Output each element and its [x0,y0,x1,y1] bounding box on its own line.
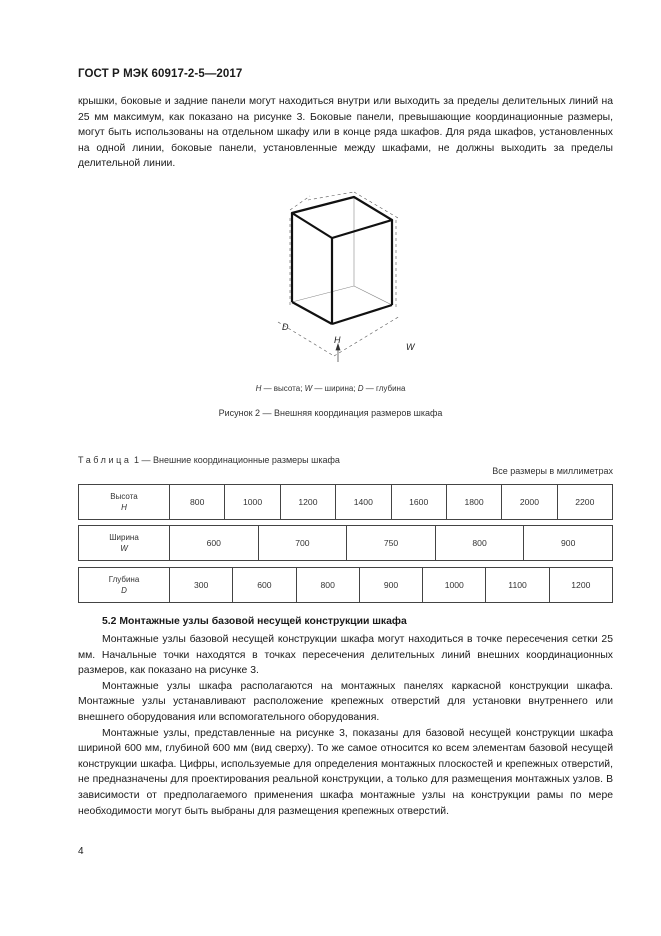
intro-paragraph: крышки, боковые и задние панели могут находиться внутри или выходить за пределы делительных линий на 25 мм максимум, как показано на рисунке 3. Боковые панели, превышающие координационные размеры, могут быть использованы на отдельном шкафу или в конце ряда шкафов. Для ряда шкафов, установленных на одной линии, боковые панели, установленные между шкафами, не должны выходить за пределы делительной линии. [78,96,613,170]
document-header: ГОСТ Р МЭК 60917-2-5—2017 [78,68,243,80]
table-row [79,485,613,520]
table-title-prefix: Таблица [78,455,132,465]
table-cell: 600 [170,526,259,561]
body-paragraph: Монтажные узлы шкафа располагаются на монтажных панелях каркасной конструкции шкафа. Монтажные узлы устанавливают расположение крепежных отверстий для установки внутреннего или внешнего оборудования или вспомогательного оборудования. [78,680,613,723]
legend-d-text: — глубина [363,384,406,393]
label-depth: D [282,322,289,332]
table-cell: 1200 [280,485,335,520]
table-cell: 900 [359,568,422,603]
table-cell: 2200 [557,485,612,520]
table-cell: 750 [347,526,436,561]
table-cell: 300 [170,568,233,603]
table-row [79,526,613,561]
section-heading: 5.2 Монтажные узлы базовой несущей конструкции шкафа [102,616,407,627]
cabinet-figure [268,190,428,385]
table-cell: 1200 [549,568,612,603]
table-cell: 1100 [486,568,549,603]
table-title-rest: 1 — Внешние координационные размеры шкафа [131,455,340,465]
table-row [79,568,613,603]
depth-table [78,567,613,603]
table-cell: 1600 [391,485,446,520]
legend-d: D [357,384,364,393]
figure-legend [0,384,661,393]
table-cell: 1400 [336,485,391,520]
label-width: W [406,342,415,352]
table-cell: 800 [170,485,225,520]
row-label: Ширина W [79,526,170,561]
table-cell: 1000 [423,568,486,603]
width-table [78,525,613,561]
row-label: Высота H [79,485,170,520]
body-paragraph: Монтажные узлы, представленные на рисунке 3, показаны для базовой несущей конструкции шкафа шириной 600 мм, глубиной 600 мм (вид сверху). То же самое относится ко всем элементам базовой несущей конструкции шкафа. Цифры, используемые для определения монтажных плоскостей и крепежных отверстий, не предназначены для проектирования реальной конструкции, а только для размещения монтажных узлов. В зависимости от предполагаемого применения шкафа монтажные узлы на конструкции рамы по мере необходимости могут быть выбраны для размещения крепежных отверстий. [78,727,613,817]
label-height: H [334,335,341,345]
legend-h: H [255,384,262,393]
table-cell: 2000 [502,485,557,520]
table-cell: 1800 [446,485,501,520]
table-cell: 800 [435,526,524,561]
legend-w-text: — ширина; [312,384,358,393]
table-title [78,455,340,465]
row-label: Глубина D [79,568,170,603]
body-paragraph: Монтажные узлы базовой несущей конструкции шкафа могут находиться в точке пересечения сетки 25 мм. Начальные точки находятся в точках пересечения делительных линий внешних координационных размеров, как показано на рисунке 3. [78,634,613,677]
section-body [78,632,613,819]
table-cell: 900 [524,526,613,561]
figure-caption: Рисунок 2 — Внешняя координация размеров шкафа [218,408,443,418]
table-units: Все размеры в миллиметрах [492,466,613,476]
table-cell: 800 [296,568,359,603]
legend-h-text: — высота; [261,384,305,393]
table-cell: 600 [233,568,296,603]
cabinet-diagram [268,190,428,380]
table-cell: 1000 [225,485,280,520]
table-cell: 700 [258,526,347,561]
height-table [78,484,613,520]
page-number: 4 [78,846,84,857]
legend-w: W [304,384,313,393]
